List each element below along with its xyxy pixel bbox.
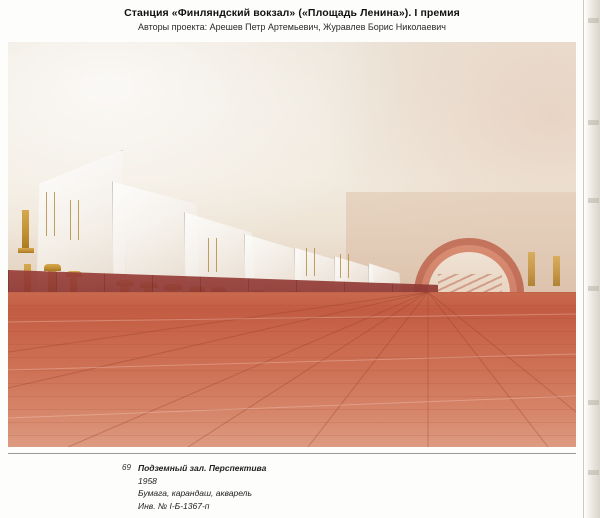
artwork-lamp-stem <box>208 238 209 272</box>
artwork-lamp-stem <box>314 248 315 276</box>
artwork-lamp-stem <box>216 238 217 272</box>
caption-rule <box>8 453 576 454</box>
artwork-gold-element <box>44 264 61 271</box>
caption-line-year: 1958 <box>138 475 157 486</box>
caption-line-inventory: Инв. № I-Б-1367-п <box>138 500 210 511</box>
artwork-lamp-stem <box>78 200 79 240</box>
artwork-lamp-stem <box>70 200 71 240</box>
artwork-gold-element <box>22 210 29 250</box>
plate-number: 69 <box>122 463 131 472</box>
artwork-plate <box>8 42 576 447</box>
page-gutter <box>584 0 600 518</box>
page-header <box>0 6 584 34</box>
artwork-lamp-stem <box>46 192 47 236</box>
page-subtitle: Авторы проекта: Арешев Петр Артемьевич, Журавлев Борис Николаевич <box>138 22 446 32</box>
artwork-floor <box>8 292 576 447</box>
page-edge-line <box>583 0 584 518</box>
artwork-lamp-stem <box>340 254 341 278</box>
page-title: Станция «Финляндский вокзал» («Площадь Ленина»). I премия <box>124 7 460 19</box>
artwork-gold-element <box>528 252 535 286</box>
artwork-gold-element <box>553 256 560 286</box>
artwork-floor-perspective <box>8 292 576 447</box>
artwork-gold-element <box>18 248 34 253</box>
artwork-lamp-stem <box>306 248 307 276</box>
caption-line-title: Подземный зал. Перспектива <box>138 463 267 473</box>
caption-line-medium: Бумага, карандаш, акварель <box>138 488 252 498</box>
artwork-lamp-stem <box>54 192 55 236</box>
plate-caption <box>122 462 542 512</box>
artwork-lamp-stem <box>348 254 349 278</box>
